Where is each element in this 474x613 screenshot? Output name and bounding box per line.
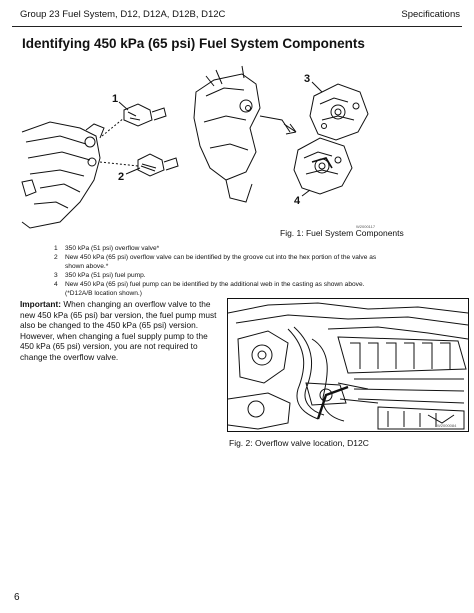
figure1-code: W2000117 — [356, 224, 376, 229]
fuel-system-components-illustration — [20, 62, 380, 232]
legend-item: 3 350 kPa (51 psi) fuel pump. — [54, 272, 146, 279]
header-chapter: Specifications — [401, 9, 460, 20]
figure2-code: W2000084 — [437, 423, 457, 428]
callout-1: 1 — [112, 93, 119, 105]
header-section-title: Group 23 Fuel System, D12, D12A, D12B, D12C — [20, 9, 226, 20]
callout-3: 3 — [304, 73, 311, 85]
figure2-caption: Fig. 2: Overflow valve location, D12C — [229, 438, 369, 448]
legend-item: 4 New 450 kPa (65 psi) fuel pump can be identified by the additional web in the casting as shown above. — [54, 281, 365, 288]
page-title: Identifying 450 kPa (65 psi) Fuel System Components — [22, 36, 365, 51]
important-label: Important: — [20, 299, 62, 309]
header-divider — [12, 26, 462, 27]
legend-item: 2 New 450 kPa (65 psi) overflow valve can be identified by the groove cut into the hex portion of the valve as — [54, 254, 377, 261]
important-text: When changing an overflow valve to the new 450 kPa (65 psi) bar version, the fuel pump must also be changed to the 450 kPa (65 psi) version. However, when changing a fuel supply pump to the 450 kPa (65 psi) version, you are not required to change the overflow valve. — [20, 299, 217, 362]
page-number: 6 — [14, 592, 20, 603]
callout-4: 4 — [294, 195, 301, 207]
legend-item: shown above.* — [65, 263, 109, 270]
important-note — [20, 299, 220, 363]
callout-2: 2 — [118, 171, 125, 183]
overflow-valve-location-illustration — [227, 298, 469, 432]
legend-item: 1 350 kPa (51 psi) overflow valve* — [54, 245, 160, 252]
legend-note: (*D12A/B location shown.) — [65, 290, 142, 297]
figure1-legend — [54, 244, 384, 298]
figure1-caption: Fig. 1: Fuel System Components — [280, 228, 404, 238]
